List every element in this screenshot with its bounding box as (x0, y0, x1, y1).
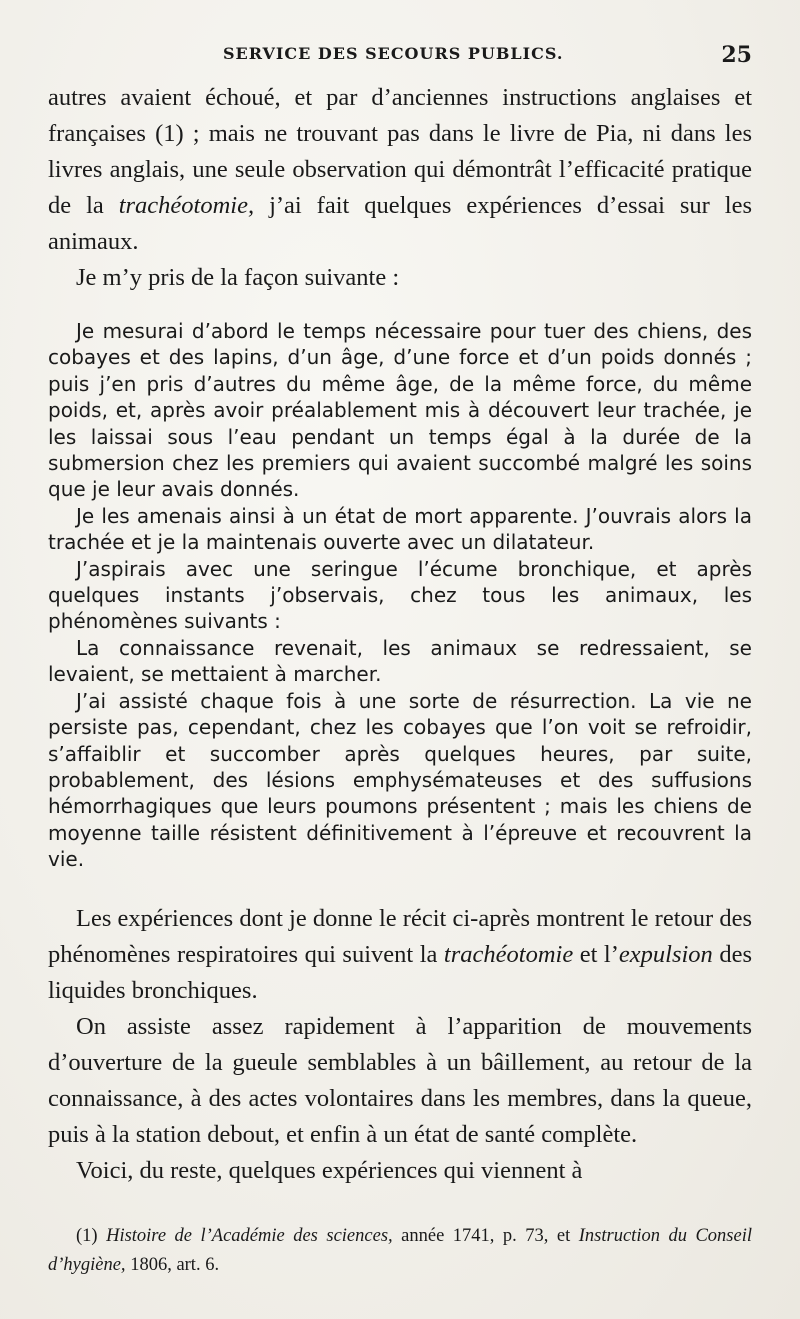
footnote-mark: (1) (76, 1226, 98, 1246)
paragraph-1 (48, 80, 752, 260)
paragraph-1-italic: trachéotomie, (118, 192, 255, 219)
experiment-quote (48, 318, 752, 873)
running-title: SERVICE DES SECOURS PUBLICS. (223, 44, 564, 63)
footnote-italic-1: Histoire de l’Académie des sciences, (106, 1226, 393, 1246)
footnote (48, 1222, 752, 1280)
footnote-text-2: 1806, art. 6. (125, 1255, 220, 1275)
paragraph-3-text-c: des liquides bronchiques. (48, 940, 752, 1004)
running-head (48, 40, 752, 80)
main-text-top (48, 80, 752, 296)
paragraph-3-italic-2: expulsion (618, 940, 713, 968)
quote-paragraph-5: J’ai assisté chaque fois à une sorte de résurrection. La vie ne persiste pas, cependant, chez les cobayes que l’on voit se refroidir, s’affaiblir et succomber après quelques heures, par suite, probablement, des lésions emphysémateuses et des suffusions hémorrhagiques que leurs poumons présentent ; mais les chiens de moyenne taille résistent définitivement à l’épreuve et recouvrent la vie. (48, 688, 752, 872)
page-number: 25 (721, 42, 752, 68)
footnote-italic-2: Instruction du Conseil d’hygiène, (48, 1226, 752, 1275)
quote-paragraph-4: La connaissance revenait, les animaux se redressaient, se levaient, se mettaient à marcher. (48, 635, 752, 687)
paragraph-3-text-a: Les expériences dont je donne le récit ci-après montrent le retour des phénomènes respiratoires qui suivent la (48, 904, 752, 968)
paragraph-5: Voici, du reste, quelques expériences qui viennent à (76, 1156, 583, 1184)
quote-paragraph-2: Je les amenais ainsi à un état de mort apparente. J’ouvrais alors la trachée et je la maintenais ouverte avec un dilatateur. (48, 503, 752, 555)
paragraph-1-text: autres avaient échoué, et par d’anciennes instructions anglaises et françaises (1) ; mais ne trouvant pas dans le livre de Pia, ni dans les livres anglais, une seule observation qui démontrât l’efficacité pratique de la (48, 84, 752, 219)
quote-paragraph-3: J’aspirais avec une seringue l’écume bronchique, et après quelques instants j’observais, chez tous les animaux, les phénomènes suivants : (48, 556, 752, 634)
main-text-bottom (48, 901, 752, 1189)
footnote-text-1: année 1741, p. 73, et (392, 1226, 579, 1246)
paragraph-2: Je m’y pris de la façon suivante : (76, 264, 400, 291)
quote-paragraph-1: Je mesurai d’abord le temps nécessaire pour tuer des chiens, des cobayes et des lapins, d’un âge, d’une force et d’un poids donnés ; puis j’en pris d’autres du même âge, de la même force, du même poids, et, après avoir préalablement mis à découvert leur trachée, je les laissai sous l’eau pendant un temps égal à la durée de la submersion chez les premiers qui avaient succombé malgré les soins que je leur avais donnés. (48, 319, 752, 502)
paragraph-3-italic-1: trachéotomie (443, 940, 574, 968)
paragraph-3-text-b: et l’ (573, 940, 619, 968)
paragraph-3 (48, 901, 752, 1009)
paragraph-4: On assiste assez rapidement à l’apparition de mouvements d’ouverture de la gueule semblables à un bâillement, au retour de la connaissance, à des actes volontaires dans les membres, dans la queue, puis à la station debout, et enfin à un état de santé complète. (48, 1012, 752, 1148)
paragraph-1-end: j’ai fait quelques expériences d’essai sur les animaux. (48, 192, 752, 255)
